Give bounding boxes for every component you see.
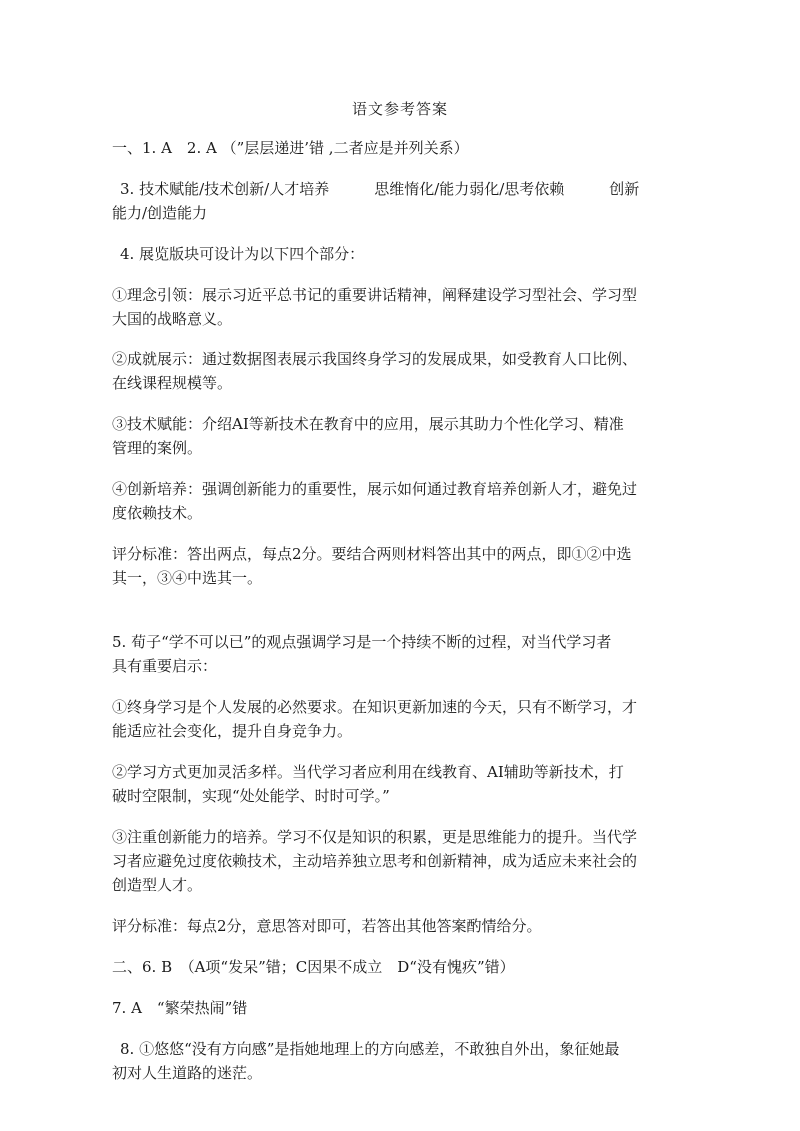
answer-line-17: ②学习方式更加灵活多样。当代学习者应利用在线教育、AI辅助等新技术，打 bbox=[112, 763, 624, 781]
answer-line-6: 大国的战略意义。 bbox=[112, 310, 233, 328]
answer-line-12: 度依赖技术。 bbox=[112, 504, 203, 522]
document-title: 语文参考答案 bbox=[351, 100, 448, 118]
scoring-line-3: 评分标准：每点2分，意思答对即可，若答出其他答案酌情给分。 bbox=[112, 917, 542, 935]
answer-line-7: ②成就展示：通过数据图表展示我国终身学习的发展成果，如受教育人口比例、 bbox=[112, 350, 638, 368]
answer-line-24: 8. ①悠悠“没有方向感”是指她地理上的方向感差，不敢独自外出，象征她最 bbox=[120, 1040, 620, 1058]
answer-line-18: 破时空限制，实现“处处能学、时时可学。” bbox=[112, 787, 390, 805]
answer-line-2: 3. 技术赋能/技术创新/人才培养 思维惰化/能力弱化/思考依赖 创新 bbox=[120, 180, 640, 198]
scoring-line-1: 评分标准：答出两点，每点2分。要结合两则材料答出其中的两点，即①②中选 bbox=[112, 545, 632, 563]
answer-line-19: ③注重创新能力的培养。学习不仅是知识的积累，更是思维能力的提升。当代学 bbox=[112, 828, 638, 846]
answer-line-11: ④创新培养：强调创新能力的重要性，展示如何通过教育培养创新人才，避免过 bbox=[112, 480, 638, 498]
answer-line-1: 一、1. A 2. A （”层层递进’错 ,二者应是并列关系） bbox=[112, 139, 469, 157]
answer-line-10: 管理的案例。 bbox=[112, 439, 203, 457]
answer-line-16: 能适应社会变化，提升自身竞争力。 bbox=[112, 722, 353, 740]
answer-line-21: 创造型人才。 bbox=[112, 876, 203, 894]
answer-line-9: ③技术赋能：介绍AI等新技术在教育中的应用，展示其助力个性化学习、精准 bbox=[112, 415, 624, 433]
answer-line-20: 习者应避免过度依赖技术，主动培养独立思考和创新精神，成为适应未来社会的 bbox=[112, 852, 638, 870]
answer-line-22: 二、6. B （A项“发呆”错；C因果不成立 D“没有愧疚”错） bbox=[112, 958, 515, 976]
scoring-line-2: 其一，③④中选其一。 bbox=[112, 569, 263, 587]
answer-line-8: 在线课程规模等。 bbox=[112, 374, 233, 392]
answer-line-13: 5. 荀子“学不可以已”的观点强调学习是一个持续不断的过程，对当代学习者 bbox=[112, 633, 612, 651]
answer-line-25: 初对人生道路的迷茫。 bbox=[112, 1064, 263, 1082]
answer-line-23: 7. A “繁荣热闹”错 bbox=[112, 999, 248, 1017]
answer-line-4: 4. 展览版块可设计为以下四个部分： bbox=[120, 245, 365, 263]
answer-line-5: ①理念引领：展示习近平总书记的重要讲话精神，阐释建设学习型社会、学习型 bbox=[112, 286, 638, 304]
answer-line-14: 具有重要启示： bbox=[112, 657, 218, 675]
answer-line-15: ①终身学习是个人发展的必然要求。在知识更新加速的今天，只有不断学习，才 bbox=[112, 698, 638, 716]
answer-line-3: 能力/创造能力 bbox=[112, 204, 208, 222]
